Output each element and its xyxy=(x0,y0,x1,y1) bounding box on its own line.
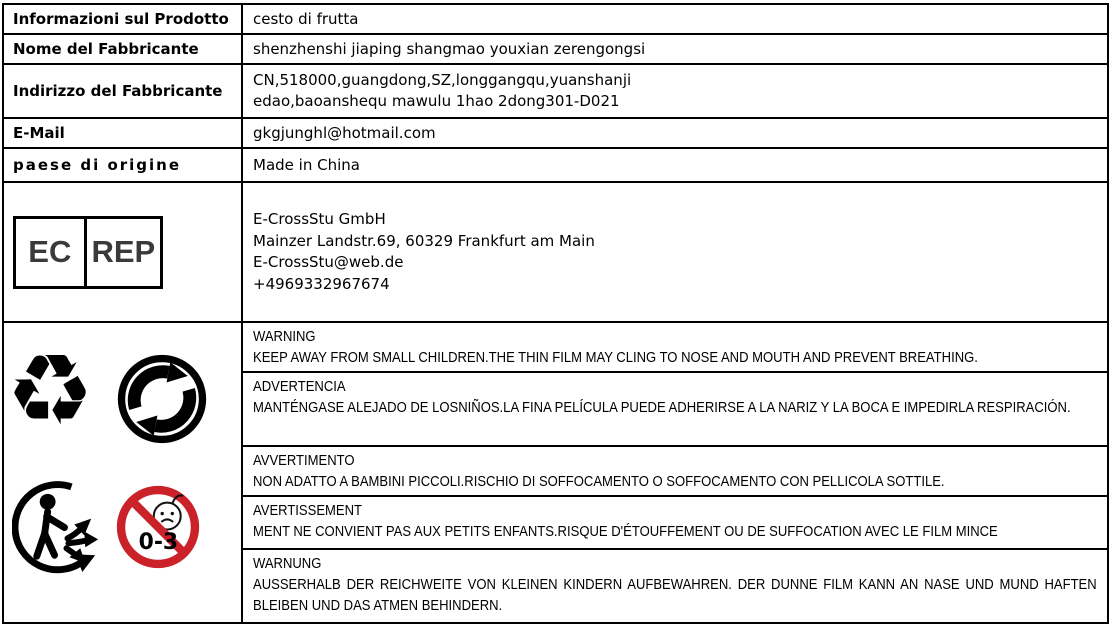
table-row-manufacturer-address xyxy=(4,65,1107,119)
warning-title: ADVERTENCIA xyxy=(253,378,346,395)
warning-title: AVERTISSEMENT xyxy=(253,502,363,519)
table-row-manufacturer-name xyxy=(4,35,1107,65)
triman-icon xyxy=(12,478,111,577)
row-value-manufacturer-address xyxy=(243,65,1107,117)
ec-rep-email: E-CrossStu@web.de xyxy=(253,253,404,271)
ec-rep-phone: +4969332967674 xyxy=(253,274,390,293)
table-row-product-info xyxy=(4,5,1107,35)
warning-body: AUSSERHALB DER REICHWEITE VON KLEINEN KINDERN AUFBEWAHREN. DER DUNNE FILM KANN AN NASE UND MUND HAFTEN BLEIBEN UND DAS ATMEN BEHINDERN. xyxy=(253,576,1097,614)
recycling-mobius-icon: ♻ xyxy=(6,334,94,448)
ec-rep-right-label: REP xyxy=(91,234,156,269)
warning-body: MANTÉNGASE ALEJADO DE LOSNIÑOS.LA FINA PELÍCULA PUEDE ADHERIRSE A LA NARIZ Y LA BOCA E IMPEDIRLA RESPIRACIÓN. xyxy=(253,399,1071,416)
ec-rep-address: Mainzer Landstr.69, 60329 Frankfurt am Main xyxy=(253,231,595,250)
ec-rep-company: E-CrossStu GmbH xyxy=(253,210,386,228)
warning-title: AVVERTIMENTO xyxy=(253,452,355,469)
table-row-email xyxy=(4,119,1107,149)
ec-rep-icon xyxy=(13,216,163,289)
table-row-warnings xyxy=(4,323,1107,622)
warning-body: MENT NE CONVIENT PAS AUX PETITS ENFANTS.RISQUE D'ÉTOUFFEMENT OU DE SUFFOCATION AVEC LE FILM MINCE xyxy=(253,523,998,540)
address-line-2: edao,baoanshequ mawulu 1hao 2dong301-D021 xyxy=(253,92,620,110)
green-dot-icon xyxy=(116,353,208,445)
warning-title: WARNING xyxy=(253,328,316,345)
table-row-ec-rep xyxy=(4,183,1107,323)
row-label-email: E-Mail xyxy=(4,119,243,147)
ec-rep-contact-block xyxy=(243,183,1107,321)
age-range-label: 0-3 xyxy=(138,529,179,555)
warning-body: KEEP AWAY FROM SMALL CHILDREN.THE THIN FILM MAY CLING TO NOSE AND MOUTH AND PREVENT BREATHING. xyxy=(253,349,978,366)
ec-rep-left-label: EC xyxy=(16,219,87,286)
row-label-manufacturer-address: Indirizzo del Fabbricante xyxy=(4,65,243,117)
ec-rep-symbol-cell xyxy=(4,183,243,321)
warning-row-italian xyxy=(243,447,1107,497)
warning-title: WARNUNG xyxy=(253,555,322,572)
warning-row-english xyxy=(243,323,1107,373)
warning-body: NON ADATTO A BAMBINI PICCOLI.RISCHIO DI SOFFOCAMENTO O SOFFOCAMENTO CON PELLICOLA SOTTILE. xyxy=(253,473,945,490)
warning-row-spanish xyxy=(243,373,1107,447)
row-value-manufacturer-name: shenzhenshi jiaping shangmao youxian zerengongsi xyxy=(253,39,646,58)
warnings-column xyxy=(243,323,1107,622)
row-value-product-info: cesto di frutta xyxy=(253,9,359,28)
table-row-country-of-origin xyxy=(4,149,1107,183)
warning-row-german xyxy=(243,550,1107,622)
row-label-manufacturer-name: Nome del Fabbricante xyxy=(4,35,243,63)
age-warning-0-3-icon xyxy=(116,485,200,569)
product-info-table xyxy=(2,3,1109,624)
row-label-product-info: Informazioni sul Prodotto xyxy=(4,5,243,33)
address-line-1: CN,518000,guangdong,SZ,longgangqu,yuanshanji xyxy=(253,71,632,89)
row-label-country-of-origin: paese di origine xyxy=(4,149,243,181)
warning-row-french xyxy=(243,497,1107,550)
safety-icons-cell xyxy=(4,323,243,622)
row-value-country-of-origin: Made in China xyxy=(253,155,360,174)
row-value-email: gkgjunghl@hotmail.com xyxy=(253,123,436,142)
